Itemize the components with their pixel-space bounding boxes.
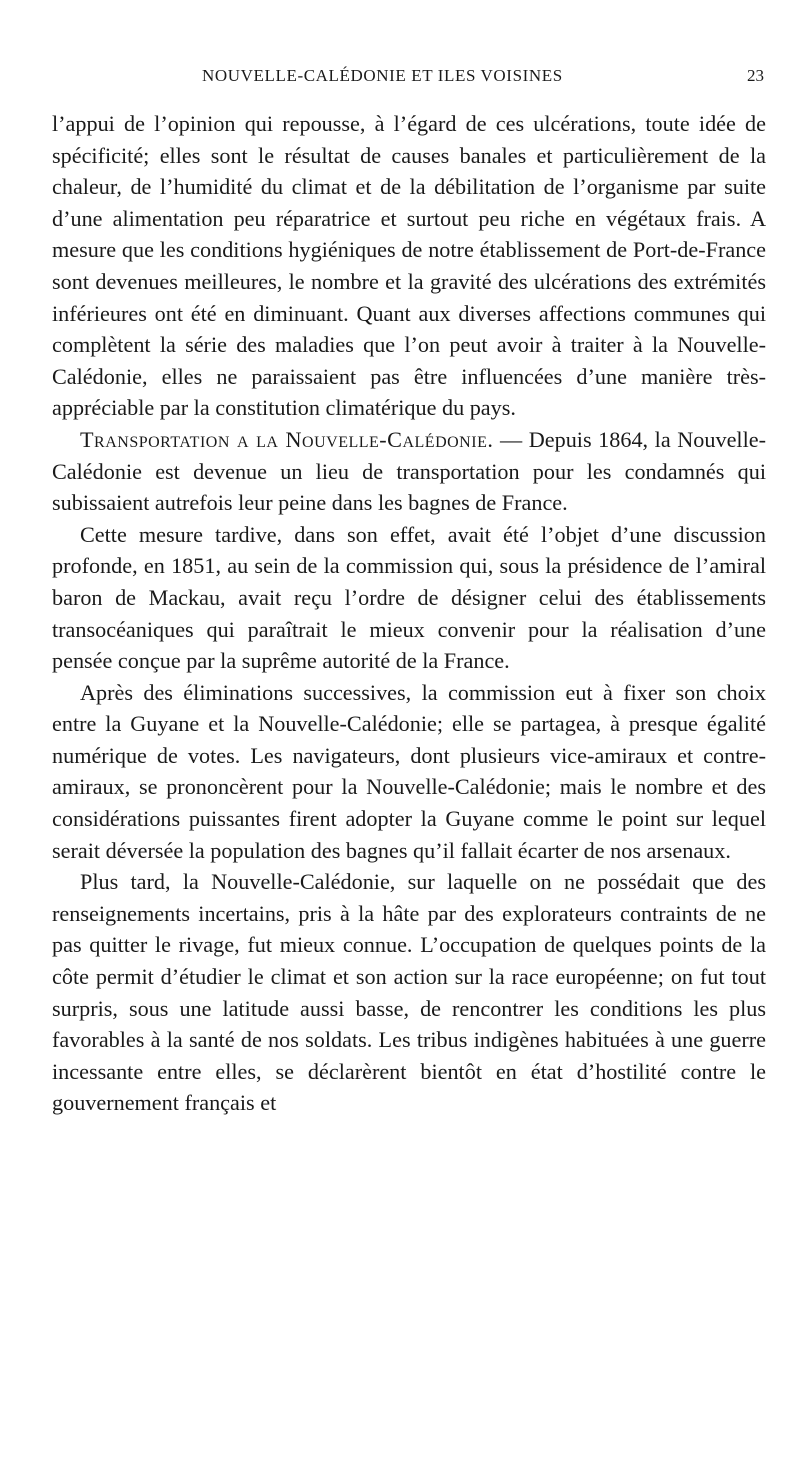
section-heading: Transportation a la Nouvelle-Calédonie. — [80, 426, 494, 452]
paragraph-2-text: — Depuis 1864, la Nouvelle-Calédonie est devenue un lieu de transportation pour les condamnés qui subissaient autrefois leur peine dans les bagnes de France. — [52, 426, 766, 516]
page-number: 23 — [747, 66, 764, 85]
page-header — [52, 66, 766, 90]
paragraph-5: Plus tard, la Nouvelle-Calédonie, sur laquelle on ne possédait que des renseignements incertains, pris à la hâte par des explorateurs contraints de ne pas quitter le rivage, fut mieux connue. L’occupation de quelques points de la côte permit d’étudier le climat et son action sur la race européenne; on fut tout surpris, sous une latitude aussi basse, de rencontrer les conditions les plus favorables à la santé de nos soldats. Les tribus indigènes habituées à une guerre incessante entre elles, se déclarèrent bientôt en état d’hostilité contre le gouvernement français et — [52, 869, 766, 1116]
body-text — [52, 108, 766, 1119]
paragraph-1: l’appui de l’opinion qui repousse, à l’égard de ces ulcérations, toute idée de spécificité; elles sont le résultat de causes banales et particulièrement de la chaleur, de l’humidité du climat et de la débilitation de l’organisme par suite d’une alimentation peu réparatrice et surtout peu riche en végétaux frais. A mesure que les conditions hygiéniques de notre établissement de Port-de-France sont devenues meilleures, le nombre et la gravité des ulcérations des extrémités inférieures ont été en diminuant. Quant aux diverses affections communes qui complètent la série des maladies que l’on peut avoir à traiter à la Nouvelle-Calédonie, elles ne paraissaient pas être influencées d’une manière très-appréciable par la constitution climatérique du pays. — [52, 111, 766, 421]
running-title: NOUVELLE-CALÉDONIE ET ILES VOISINES — [202, 66, 563, 85]
paragraph-2 — [52, 424, 766, 519]
paragraph-3: Cette mesure tardive, dans son effet, avait été l’objet d’une discussion profonde, en 1851, au sein de la commission qui, sous la présidence de l’amiral baron de Mackau, avait reçu l’ordre de désigner celui des établissements transocéaniques qui paraîtrait le mieux convenir pour la réalisation d’une pensée conçue par la suprême autorité de la France. — [52, 521, 766, 674]
paragraph-4: Après des éliminations successives, la commission eut à fixer son choix entre la Guyane et la Nouvelle-Calédonie; elle se partagea, à presque égalité numérique de votes. Les navigateurs, dont plusieurs vice-amiraux et contre-amiraux, se prononcèrent pour la Nouvelle-Calédonie; mais le nombre et des considérations puissantes firent adopter la Guyane comme le point sur lequel serait déversée la population des bagnes qu’il fallait écarter de nos arsenaux. — [52, 679, 766, 863]
